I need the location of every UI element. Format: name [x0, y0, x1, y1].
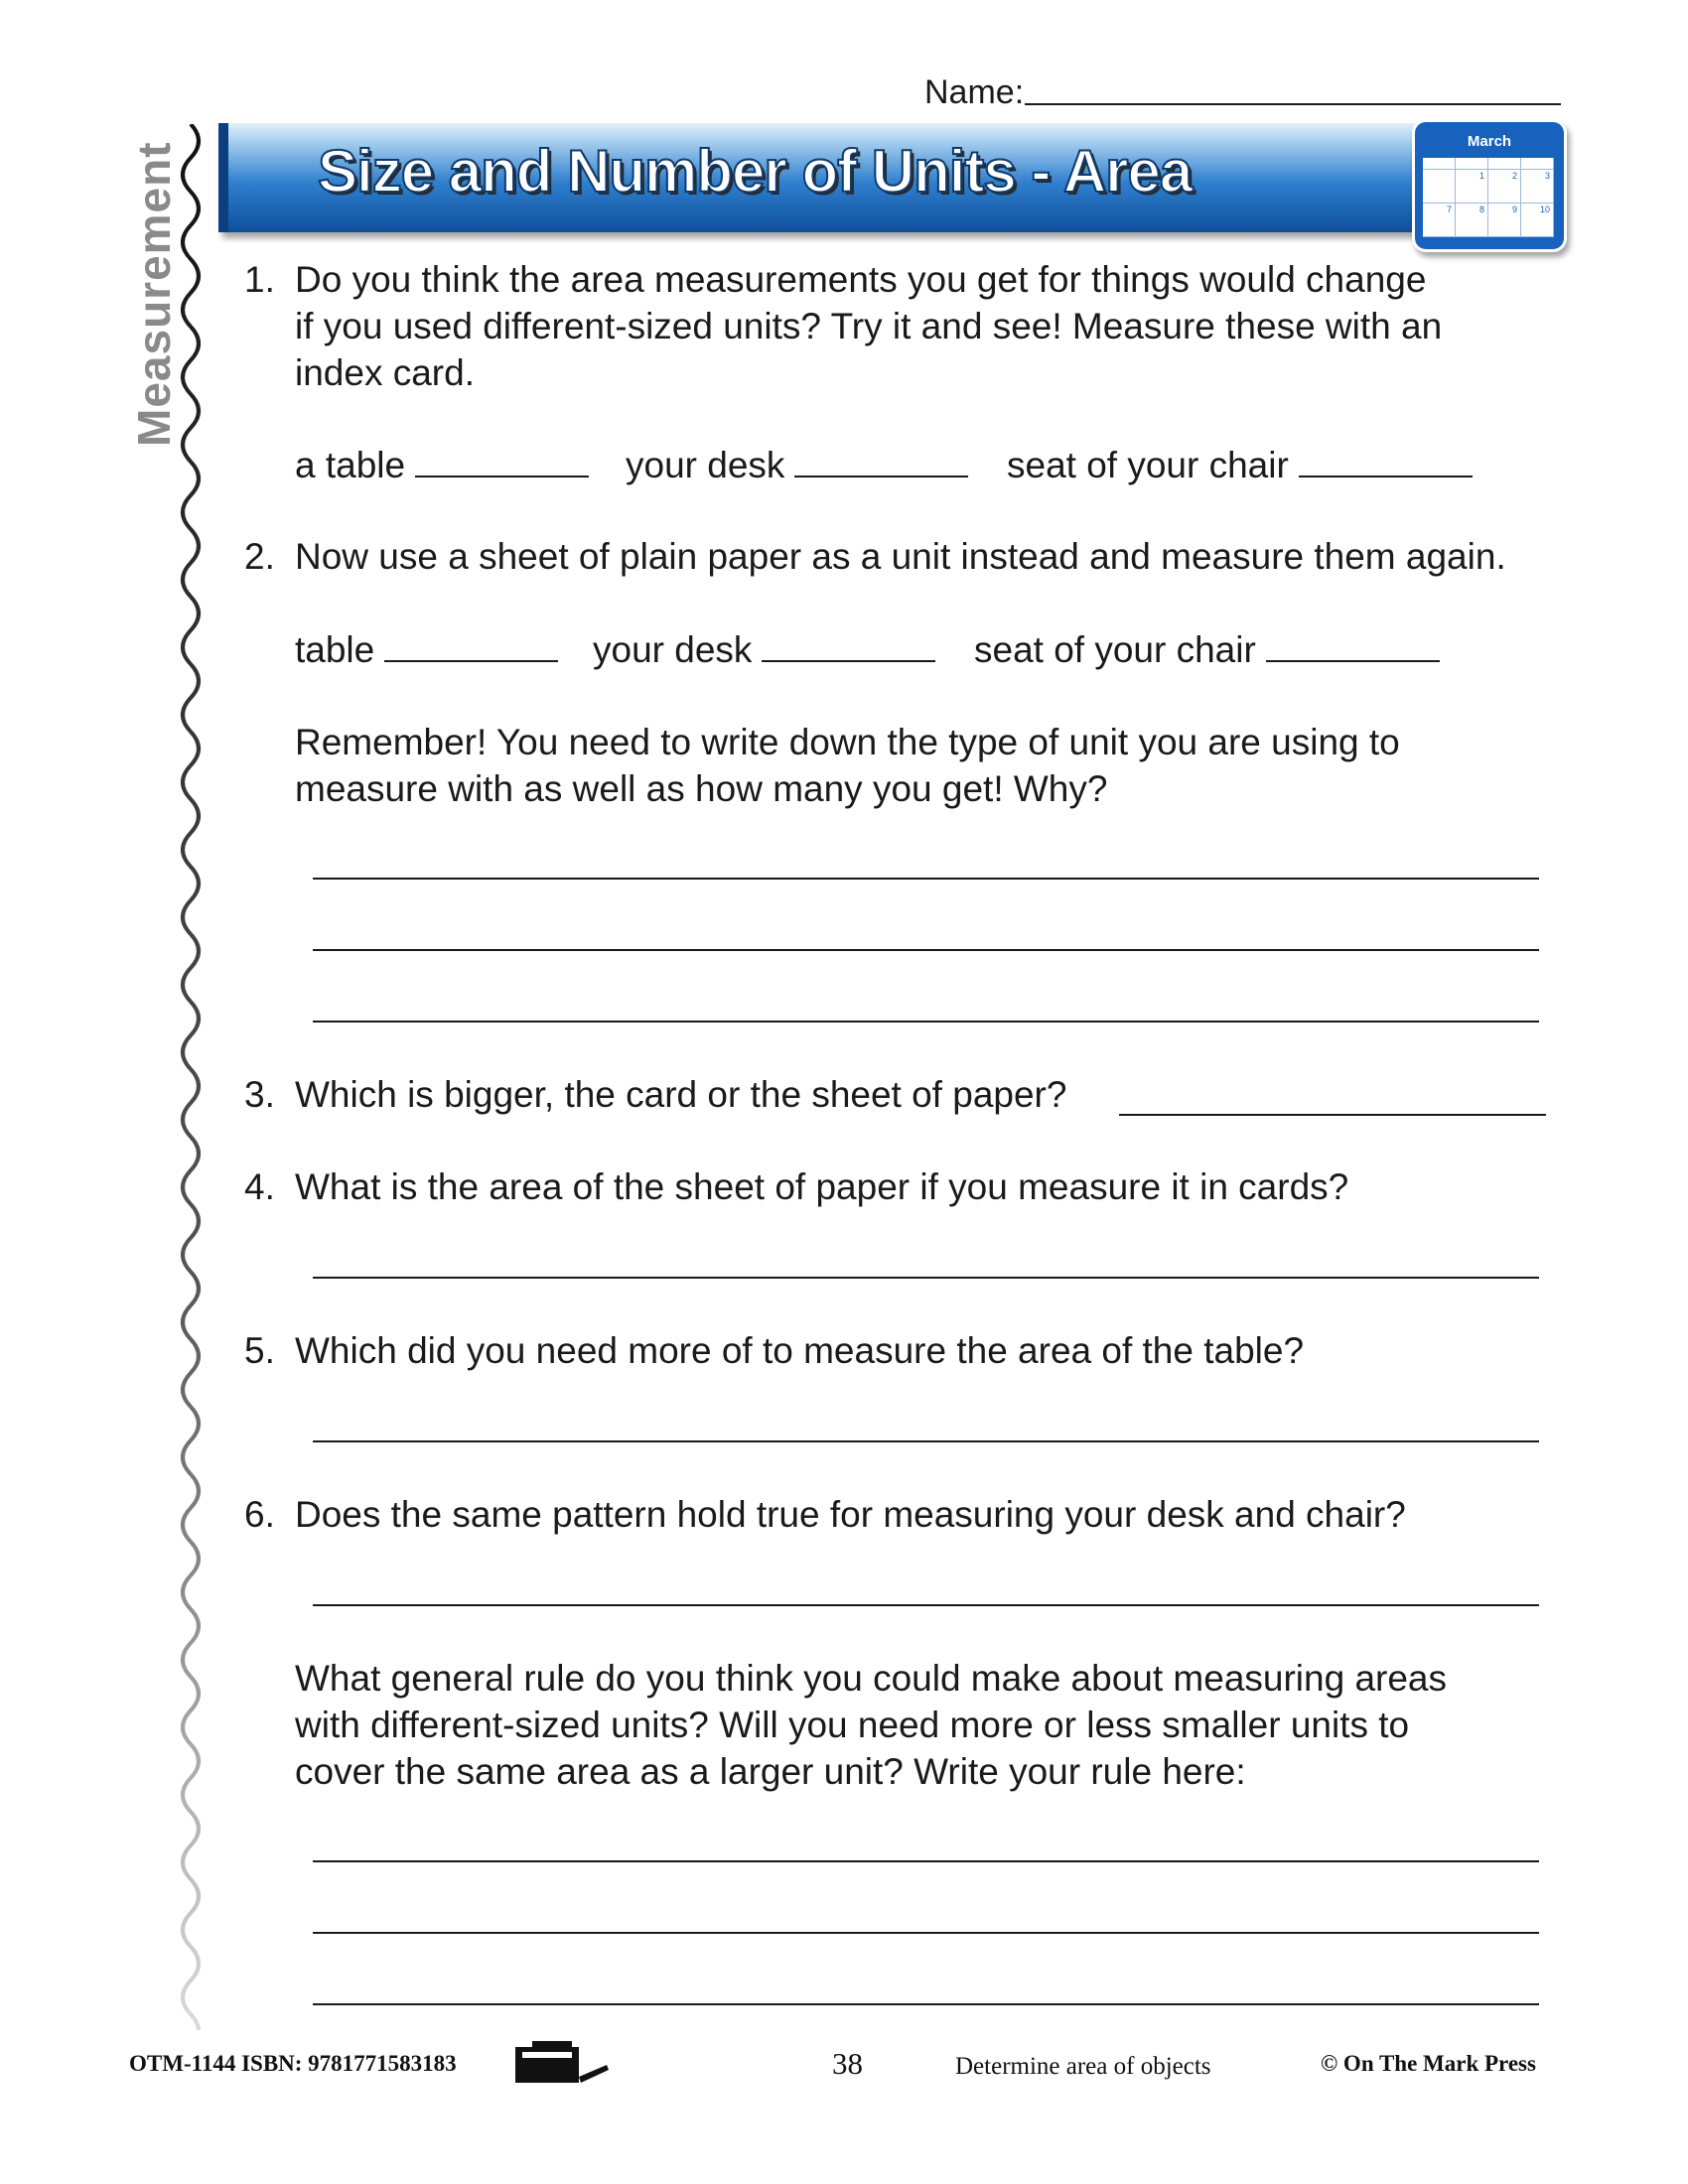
q6-text: Does the same pattern hold true for measuring your desk and chair?	[295, 1494, 1406, 1535]
q2-answer-line-1[interactable]	[313, 878, 1539, 880]
page-title: Size and Number of Units - Area	[318, 138, 1193, 205]
footer-book-code: OTM-1144 ISBN: 9781771583183	[129, 2051, 457, 2076]
q2-item-table: table	[295, 626, 558, 673]
q4-answer-line[interactable]	[313, 1277, 1539, 1279]
q4-number: 4.	[244, 1166, 275, 1207]
name-field[interactable]	[1025, 103, 1561, 105]
sidebar-subject-label: Measurement	[128, 141, 180, 447]
q1-text-line1: Do you think the area measurements you get for things would change	[295, 259, 1427, 300]
q5-answer-line[interactable]	[313, 1440, 1539, 1442]
rule-answer-line-2[interactable]	[313, 1932, 1539, 1934]
q2-answer-line-3[interactable]	[313, 1021, 1539, 1023]
calendar-icon	[1412, 119, 1567, 252]
q6-number: 6.	[244, 1494, 275, 1535]
footer-publisher: © On The Mark Press	[1321, 2051, 1536, 2076]
q1-text-line2: if you used different-sized units? Try it and see! Measure these with an	[295, 306, 1443, 346]
rule-text-line2: with different-sized units? Will you need more or less smaller units to	[295, 1705, 1410, 1745]
q1-number: 1.	[244, 259, 275, 300]
q2-item-desk: your desk	[593, 626, 935, 673]
q1-item-chair: seat of your chair	[1007, 442, 1473, 488]
rule-answer-line-1[interactable]	[313, 1860, 1539, 1862]
q2-number: 2.	[244, 536, 275, 577]
q1-desk-blank[interactable]	[794, 446, 968, 478]
page-number: 38	[832, 2046, 863, 2081]
name-label: Name:	[924, 73, 1025, 111]
calendar-month: March	[1467, 133, 1512, 150]
q4-text: What is the area of the sheet of paper if you measure it in cards?	[295, 1166, 1349, 1207]
footer-topic: Determine area of objects	[955, 2053, 1211, 2080]
q1-table-blank[interactable]	[415, 446, 589, 478]
q2-note-line1: Remember! You need to write down the type of unit you are using to	[295, 722, 1400, 762]
q2-item-chair: seat of your chair	[974, 626, 1440, 673]
q2-desk-blank[interactable]	[762, 630, 935, 662]
q1-chair-blank[interactable]	[1299, 446, 1473, 478]
q2-chair-blank[interactable]	[1266, 630, 1440, 662]
q1-item-desk: your desk	[626, 442, 968, 488]
rule-answer-line-3[interactable]	[313, 2003, 1539, 2005]
rule-text-line3: cover the same area as a larger unit? Write your rule here:	[295, 1751, 1246, 1792]
q1-text-line3: index card.	[295, 352, 475, 393]
q5-number: 5.	[244, 1330, 275, 1371]
q2-table-blank[interactable]	[384, 630, 558, 662]
title-banner	[218, 123, 1425, 232]
copier-icon	[512, 2037, 612, 2089]
rule-text-line1: What general rule do you think you could make about measuring areas	[295, 1658, 1448, 1699]
q1-item-table: a table	[295, 442, 589, 488]
calendar-grid: 1 2 3 7 8 9 10	[1423, 158, 1554, 237]
q2-note-line2: measure with as well as how many you get! Why?	[295, 768, 1108, 809]
q2-answer-line-2[interactable]	[313, 949, 1539, 951]
q5-text: Which did you need more of to measure the area of the table?	[295, 1330, 1305, 1371]
q3-number: 3.	[244, 1074, 275, 1115]
q6-answer-line[interactable]	[313, 1604, 1539, 1606]
q3-answer-line[interactable]	[1119, 1114, 1546, 1116]
q3-text: Which is bigger, the card or the sheet of paper?	[295, 1074, 1067, 1115]
q2-text: Now use a sheet of plain paper as a unit instead and measure them again.	[295, 536, 1506, 577]
